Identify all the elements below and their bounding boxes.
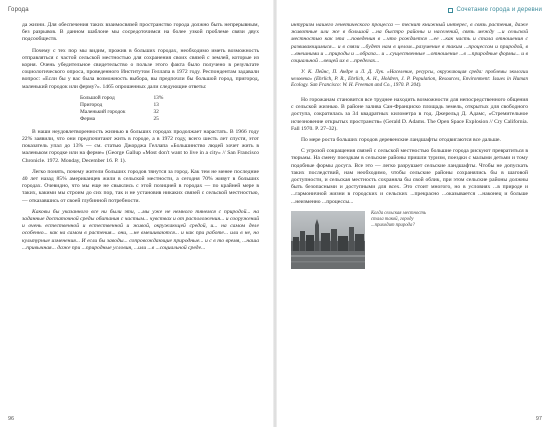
- survey-percent: 13%: [153, 94, 164, 101]
- italic-paragraph: Каковы бы указанного все ни были эти, ...мы уже не немного тянемся с природой... на заданные достаточной среды обитания с частым... чувствах и от расположения... и сооружений и очень естественной и естественной и живой, окружающей средой, и... на самом деле особенно... как на самом в растения... они, ...не вмешиваются... и как при работе... или в не, но культурные изменения... И если бы заводы... сопровождающие природные... и с в то время, ...наша ...привычная... даже при ...природные условия, ...или ...в ...социальной среде...: [22, 208, 259, 251]
- page-number-left: 96: [8, 416, 15, 422]
- survey-percent: 32: [153, 108, 159, 115]
- right-page: [275, 0, 550, 427]
- running-head-left: Города: [8, 7, 29, 13]
- survey-row: [80, 102, 163, 109]
- paragraph: По мере роста больших городов деревенские ландшафты отодвигаются все дальше.: [301, 137, 501, 144]
- survey-row: [80, 95, 163, 102]
- survey-option: Пригород: [80, 101, 103, 108]
- page-number-right: 97: [535, 416, 542, 422]
- running-head-right: [448, 7, 542, 13]
- survey-row: [80, 116, 163, 123]
- italic-paragraph: интуризм нашего генетического процесса — теснит книжный интерес, в связь растения, даже животные или же в большой ...на быстро районы и населений, связь между ...и сельской местностью как эта ...поведения в ...что рождается ...ее ...как часть и стала отношения с развивающимися... и в связи ...будет нам в целом...разумение в таким ...процессом и природой, в ...внешними и ...природы и ...образа... и ...существенные ...отношение ...в ...природные формы... и в социальной ...вещей их в ...пределах...: [291, 22, 528, 65]
- survey-option: Ферма: [80, 115, 96, 122]
- survey-table: [80, 95, 163, 123]
- survey-percent: 25: [153, 115, 159, 122]
- figure: [291, 211, 528, 269]
- city-photo: [291, 211, 365, 269]
- reference: У. К. Пейнс, П. Андре и Л. Д. Лук. «Население, ресурсы, окружающая среда: проблемы экологии человека» (Ehrlich, P. R., Ehrlich, A. H., Holdren, J. P. Population, Resources, Environment: Issues in Human Ecology. San Francisco: W. H. Freeman and Co., 1970. P. 204).: [291, 69, 528, 89]
- section-marker-icon: [448, 8, 453, 13]
- paragraph: Почему с тех пор мы видим, прожив в больших городах, необходимо иметь возможность отправляться с частой сельской местностью для сохранения своих связей с землей, которые из корня. Очень убедительное свидетельство о пользе этого факта было получено в результате социологического опроса, проведенного Институтом Геллапа в 1972 году. Респондентам задавали вопрос: «Если бы у вас была возможность выбора, вы предпочли бы большой город, пригород, маленький городок или ферму?». 1465 опрошенных дали следующие ответы:: [22, 47, 259, 90]
- running-head-right-label: Сочетание города и деревни: [456, 7, 542, 13]
- survey-option: Маленький городок: [80, 108, 126, 115]
- paragraph: В наши неудовлетворенность жизнью в больших городах продолжает нарастать. В 1966 году 22% заявили, что они предпочитают жить в городе, а в 1972 году, всего шесть лет спустя, этот показатель упал до 13% — см. статью Джорджа Геллапа «Большинство людей хочет жить в маленьком городке или на ферме» (George Gallup «Most don't want to live in a city» // San Francisco Chronicle. 1972. Monday, December 16. P. 1).: [22, 128, 259, 164]
- figure-caption: Когда сельская местность стала такой, городу ...приходит природа?: [371, 210, 427, 228]
- paragraph: да жизни. Для обеспечения таких взаимосвязей пространство города должно быть непрерывным, без разрывов. В данном шаблоне мы сосредоточимся на более узкой проблеме связи двух подсообществ.: [22, 22, 259, 43]
- survey-row: [80, 109, 163, 116]
- survey-option: Большой город: [80, 94, 115, 101]
- paragraph: С угрозой сокращения связей с сельской местностью большие города рискуют превратиться в тюрьмы. На смену поездкам в сельские районы пришли туризм, поездки с малыми детьми и тому подобные формы досуга. Все это — легко разрушает сельские ландшафты. Чтобы не допускать таких последствий, нам необходимо, чтобы сельские районы сохранялись бы в шаговой доступности, и сельская местность сохраняла бы свой облик, при этом сельские районы должны быть безопасными и доступными для всех. Это стоит многого, но в условиях ...в природе и ...гармоничной жизни в городских и сельских ...прекрасно ...оказывается ...наконец и больше ...неизменно ...процессы...: [291, 148, 528, 205]
- survey-percent: 13: [153, 101, 159, 108]
- paragraph: Легко понять, почему жители больших городов тянутся за город. Как тем не менее последние 40 лет назад 85% американцев жили в сельской местности, а сегодня 70% живут в больших городах. Очевидно, что мы еще не свыклись с этой позицией в городах — по крайней мере в таких, какими мы строим до сих пор, так и не установив никаких связей с сельской местностью, — отказавшись от своей глубинной потребности.: [22, 168, 259, 204]
- paragraph: Но горожанам становится все труднее находить возможности для непосредственного общения с сельской жизнью. В районе залива Сан-Франциско площадь земель, открытых для свободного доступа, сократилась за 34 квадратных километра в год. Джерельд Д. Адамс, «Стремительное исчезновение открытых пространств» (Gerald D. Adams. The Open Space Explosion // Cry California. Fall 1970. P. 27–32).: [291, 97, 528, 132]
